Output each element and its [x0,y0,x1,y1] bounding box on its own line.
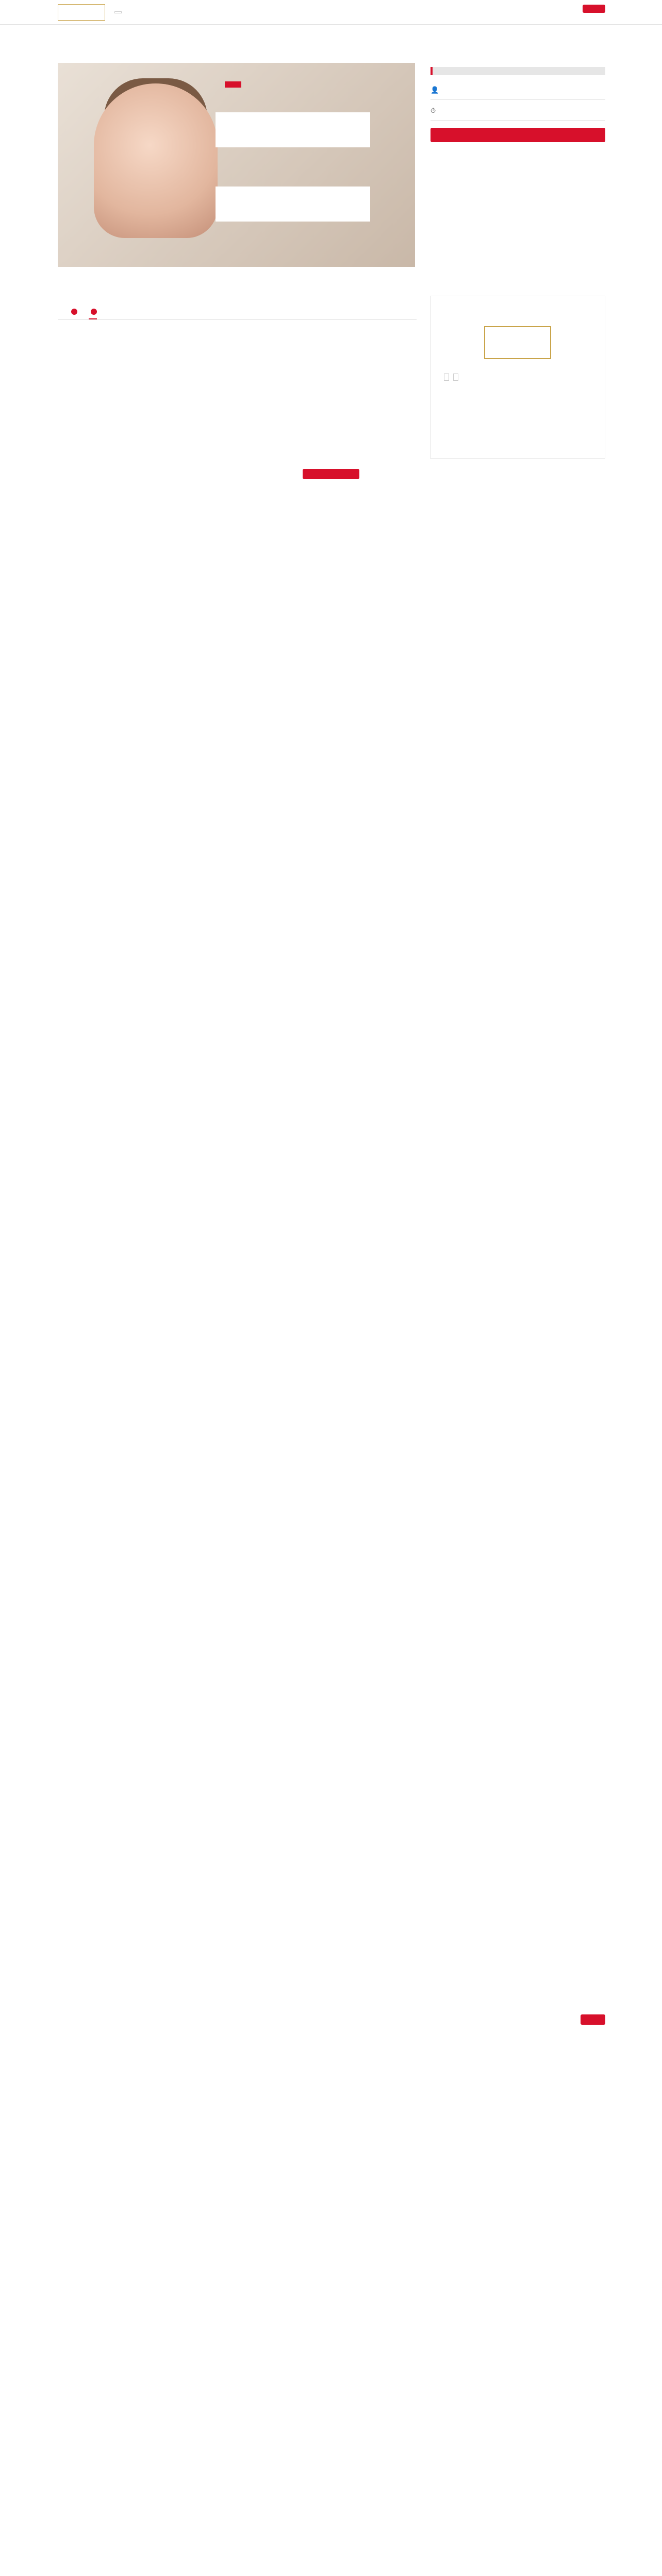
logo[interactable] [58,4,105,21]
hero-quote-1 [216,112,370,147]
days-row [431,100,605,121]
org-name-tag [453,374,458,381]
hero-caption-banner [225,81,241,88]
person-icon: 👤 [431,87,439,94]
funding-stats [431,63,605,267]
donate-button[interactable] [431,128,605,142]
org-tag [114,11,122,13]
org-name[interactable] [440,372,595,380]
kidsdoor-logo[interactable] [58,4,105,21]
progress-bar [431,67,605,75]
read-more-button[interactable] [303,469,359,479]
supporters-row [431,79,605,100]
tab-comments[interactable] [89,303,97,319]
org-card [430,296,605,459]
child-photo [94,83,218,238]
supporters-label [431,87,439,94]
org-name-text [444,374,449,381]
progress-fill [431,67,433,75]
site-header [0,0,662,25]
tab-reports-count [71,309,77,315]
org-logo[interactable] [484,326,551,359]
hero-quote-2 [216,187,370,222]
clock-icon: ⏱ [431,107,436,115]
hero-image [58,63,415,267]
header-donate-button[interactable] [583,5,605,13]
floating-donate-button[interactable] [581,2014,605,2025]
content-tabs [58,303,417,320]
days-label [431,107,436,115]
tab-comments-count [91,309,97,315]
tab-reports[interactable] [69,303,77,319]
